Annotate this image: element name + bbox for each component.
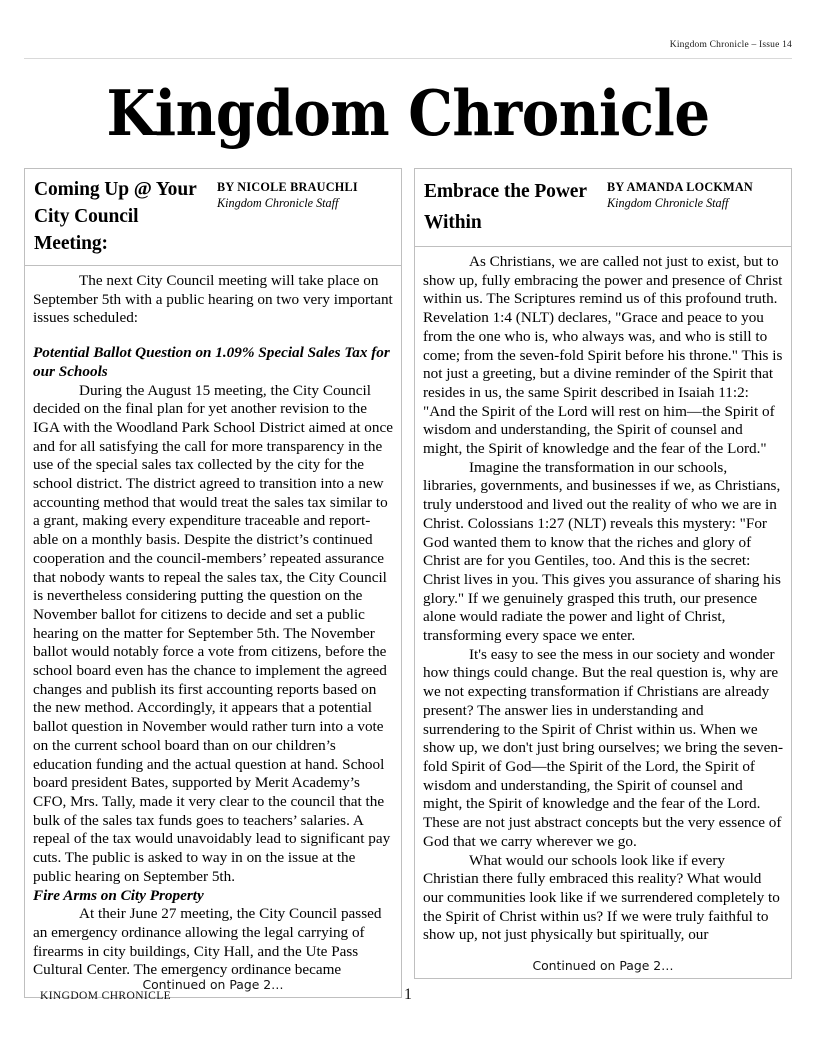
headline-right: Embrace the Power Within xyxy=(424,181,587,233)
byline-affiliation-right: Kingdom Chronicle Staff xyxy=(607,196,729,210)
article-header-left xyxy=(24,168,402,266)
article-column-right xyxy=(414,168,792,998)
article-columns xyxy=(24,168,792,998)
byline-left xyxy=(217,176,392,211)
paragraph-fire-arms-body: At their June 27 meeting, the City Council passed an emergency ordinance allowing the legal carrying of firearms in city buildings, City Hall, and the Ute Pass Cultural Center. The emergency ordinance became xyxy=(33,905,382,979)
subheading-fire-arms: Fire Arms on City Property xyxy=(33,886,204,904)
masthead-text: Kingdom Chronicle xyxy=(106,76,710,150)
byline-author-left: BY NICOLE BRAUCHLI xyxy=(217,180,358,194)
byline-affiliation-left: Kingdom Chronicle Staff xyxy=(217,196,339,210)
paragraph-right-4: What would our schools look like if every Christian there fully embraced this reality? What would our communities look like if we surrendered completely to the Spirit of Christ within us? If we were truly faithful to show up, not just physically but spiritually, our xyxy=(423,851,780,944)
article-column-left xyxy=(24,168,402,998)
article-header-right xyxy=(414,168,792,247)
footer-publication-name: KINGDOM CHRONICLE xyxy=(40,990,172,1002)
header-rule-divider xyxy=(24,58,792,59)
byline-right xyxy=(607,176,782,211)
continued-note-left: Continued on Page 2… xyxy=(142,977,284,992)
masthead-title xyxy=(28,78,788,148)
paragraph-right-3: It's easy to see the mess in our society and wonder how things could change. But the real question is, why are we not expecting transformation if Christians are already present? The answer lies in understanding and surrendering to the Spirit of Christ within us. When we show up, we don't just bring ourselves; we bring the seven-fold Spirit of God—the Spirit of the Lord, the Spirit of wisdom and understanding, the Spirit of counsel and might, the Spirit of knowledge and the fear of the Lord. These are not just abstract concepts but the very essence of God that we carry wherever we go. xyxy=(423,645,784,850)
paragraph-right-2: Imagine the transformation in our schools, libraries, governments, and businesses if we, as Christians, truly understood and lived out the reality of who we are in Christ. Colossians 1:27 (NLT) reveals this mystery: "For God wanted them to know that the riches and glory of Christ are for you Gentiles, too. And this is the secret: Christ lives in you. This gives you assurance of sharing his glory." If we genuinely grasped this truth, our presence alone would radiate the power and light of Christ, transforming every space we enter. xyxy=(423,458,781,645)
article-body-left xyxy=(24,266,402,998)
page-footer xyxy=(40,986,776,1010)
paragraph-lede-left: The next City Council meeting will take place on September 5th with a public hearing on two very important issues scheduled: xyxy=(33,272,393,327)
byline-author-right: BY AMANDA LOCKMAN xyxy=(607,180,753,194)
running-header: Kingdom Chronicle – Issue 14 xyxy=(669,40,792,50)
footer-page-number: 1 xyxy=(404,986,412,1003)
headline-left: Coming Up @ Your City Council Meeting: xyxy=(34,179,197,254)
paragraph-sales-tax-body: During the August 15 meeting, the City Council decided on the final plan for yet another revision to the IGA with the Woodland Park School District aimed at once and for all satisfying the call for more transparency in the use of the special sales tax collected by the city for the school district. The district agreed to transition into a new accounting method that would treat the sales tax similar to a grant, making every expenditure traceable and report-able on a monthly basis. Despite the district’s continued cooperation and the council-members’ repeated assurance that nobody wants to repeal the sales tax, the City Council is nevertheless considering putting the question on the November ballot for citizens to decide and set a public hearing on the matter for September 5th. The November ballot would notably force a vote from citizens, before the school board even has the chance to implement the agreed changes and publish its first accounting reports based on the new method. Accordingly, it appears that a potential ballot question in November would rather turn into a vote on the current school board than on our children’s education funding and the actual question at hand. School board president Bates, supported by Merit Academy’s CFO, Mrs. Tally, made it very clear to the council that the bulk of the sales tax funds goes to teachers’ salaries. A repeal of the tax would unavoidably lead to significant pay cuts. The public is asked to way in on the issue at the public hearing on September 5th. xyxy=(33,381,393,885)
article-body-right xyxy=(414,247,792,979)
subheading-sales-tax: Potential Ballot Question on 1.09% Special Sales Tax for our Schools xyxy=(33,344,390,380)
paragraph-right-1: As Christians, we are called not just to exist, but to show up, fully embracing the power and presence of Christ within us. The Scriptures remind us of this profound truth. Revelation 1:4 (NLT) declares, "Grace and peace to you from the one who is, who always was, and who is still to come; from the seven-fold Spirit before his throne." This is not just a greeting, but a divine reminder of the Spirit that resides in us, the same Spirit described in Isaiah 11:2: "And the Spirit of the Lord will rest on him—the Spirit of wisdom and understanding, the Spirit of counsel and might, the Spirit of knowledge and the fear of the Lord." xyxy=(423,253,783,458)
continued-note-right: Continued on Page 2… xyxy=(532,958,674,973)
